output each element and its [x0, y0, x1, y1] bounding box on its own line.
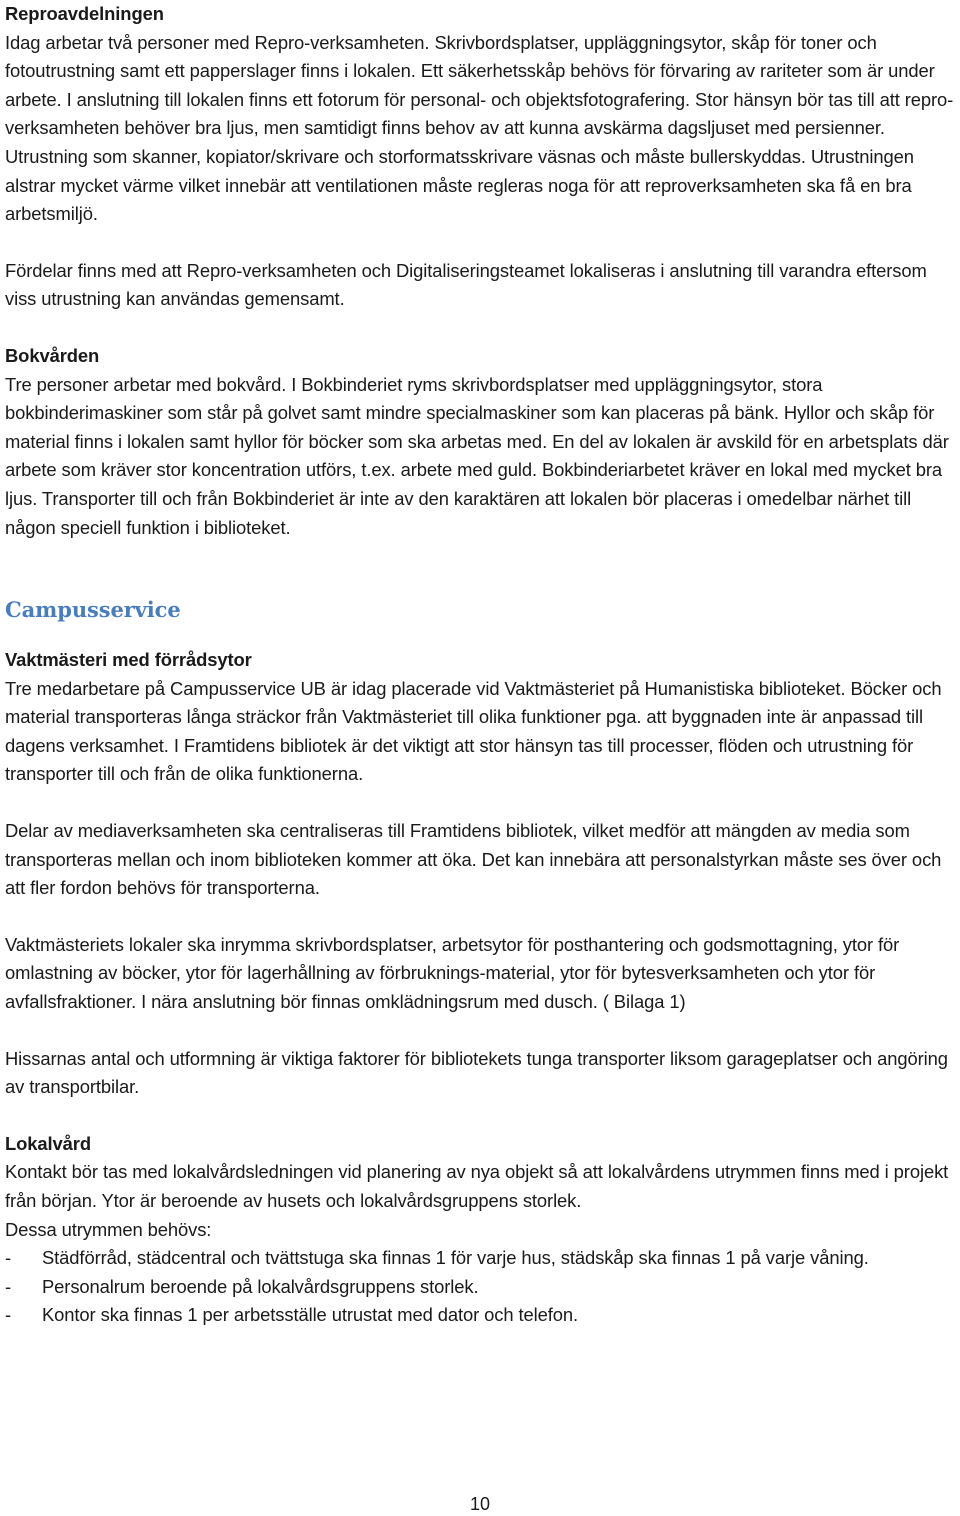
lokalvard-list [5, 1244, 957, 1330]
paragraph-lokalvard-1: Kontakt bör tas med lokalvårdsledningen vid planering av nya objekt så att lokalvårdens utrymmen finns med i projekt från början. Ytor är beroende av husets och lokalvårdsgruppens storlek. [5, 1161, 949, 1211]
list-item-text: Städförråd, städcentral och tvättstuga ska finnas 1 för varje hus, städskåp ska finnas 1 på varje våning. [42, 1247, 869, 1269]
paragraph-lokalvard-2: Dessa utrymmen behövs: [5, 1218, 212, 1240]
list-item [5, 1273, 957, 1302]
document-page [5, 0, 957, 1330]
paragraph-campus-3: Vaktmästeriets lokaler ska inrymma skrivbordsplatser, arbetsytor för posthantering och godsmottagning, ytor för omlastning av böcker, ytor för lagerhållning av förbruknings-material, ytor för bytesverksamheten och ytor för avfallsfraktioner. I nära anslutning bör finnas omklädningsrum med dusch. ( Bilaga 1) [5, 933, 900, 1013]
paragraph-bokvarden-1: Tre personer arbetar med bokvård. I Bokbinderiet ryms skrivbordsplatser med uppläggningsytor, stora bokbinderimaskiner som står på golvet samt mindre specialmaskiner som kan placeras på bänk. Hyllor och skåp för material finns i lokalen samt hyllor för böcker som ska arbetas med. En del av lokalen är avskild för en arbetsplats där arbete som kräver stor koncentration utförs, t.ex. arbete med guld. Bokbinderiarbetet kräver en lokal med mycket bra ljus. Transporter till och från Bokbinderiet är inte av den karaktären att lokalen bör placeras i omedelbar närhet till någon speciell funktion i biblioteket. [5, 373, 949, 538]
paragraph-campus-2: Delar av mediaverksamheten ska centraliseras till Framtidens bibliotek, vilket medför att mängden av media som transporteras mellan och inom biblioteken kommer att öka. Det kan innebära att personalstyrkan måste ses över och att fler fordon behövs för transporterna. [5, 820, 942, 899]
list-marker: - [5, 1275, 12, 1297]
paragraph-repro-2: Fördelar finns med att Repro-verksamheten och Digitaliseringsteamet lokaliseras i anslutning till varandra eftersom viss utrustning kan användas gemensamt. [5, 259, 927, 310]
section-heading-vaktmasteri: Vaktmästeri med förrådsytor [5, 649, 252, 671]
section-title-campusservice: Campusservice [5, 597, 181, 623]
paragraph-campus-1: Tre medarbetare på Campusservice UB är idag placerade vid Vaktmästeriet på Humanistiska biblioteket. Böcker och material transporteras långa sträckor från Vaktmästeriet till olika funktioner pga. att byggnaden inte är anpassad till dagens verksamhet. I Framtidens bibliotek är det viktigt att stor hänsyn tas till processer, flöden och utrustning för transporter till och från de olika funktionerna. [5, 677, 942, 785]
list-marker: - [5, 1304, 12, 1326]
list-item-text: Kontor ska finnas 1 per arbetsställe utrustat med dator och telefon. [42, 1304, 579, 1326]
paragraph-repro-1: Idag arbetar två personer med Repro-verksamheten. Skrivbordsplatser, uppläggningsytor, skåp för toner och fotoutrustning samt ett papperslager finns i lokalen. Ett säkerhetsskåp behövs för förvaring av rariteter som är under arbete. I anslutning till lokalen finns ett fotorum för personal- och objektsfotografering. Stor hänsyn bör tas till att repro-verksamheten behöver bra ljus, men samtidigt finns behov av att kunna avskärma dagsljuset med persienner. Utrustning som skanner, kopiator/skrivare och storformatsskrivare väsnas och måste bullerskyddas. Utrustningen alstrar mycket värme vilket innebär att ventilationen måste regleras noga för att reproverksamheten ska få en bra arbetsmiljö. [5, 31, 954, 225]
list-item [5, 1244, 957, 1273]
list-item-text: Personalrum beroende på lokalvårdsgruppens storlek. [42, 1275, 479, 1297]
list-item [5, 1301, 957, 1330]
section-heading-lokalvard: Lokalvård [5, 1132, 91, 1154]
list-marker: - [5, 1247, 12, 1269]
section-heading-bokvarden: Bokvården [5, 344, 100, 366]
paragraph-campus-4: Hissarnas antal och utformning är viktiga faktorer för bibliotekets tunga transporter liksom garageplatser och angöring av transportbilar. [5, 1047, 948, 1098]
section-heading-reproavdelningen: Reproavdelningen [5, 3, 164, 24]
page-number: 10 [469, 1494, 491, 1514]
